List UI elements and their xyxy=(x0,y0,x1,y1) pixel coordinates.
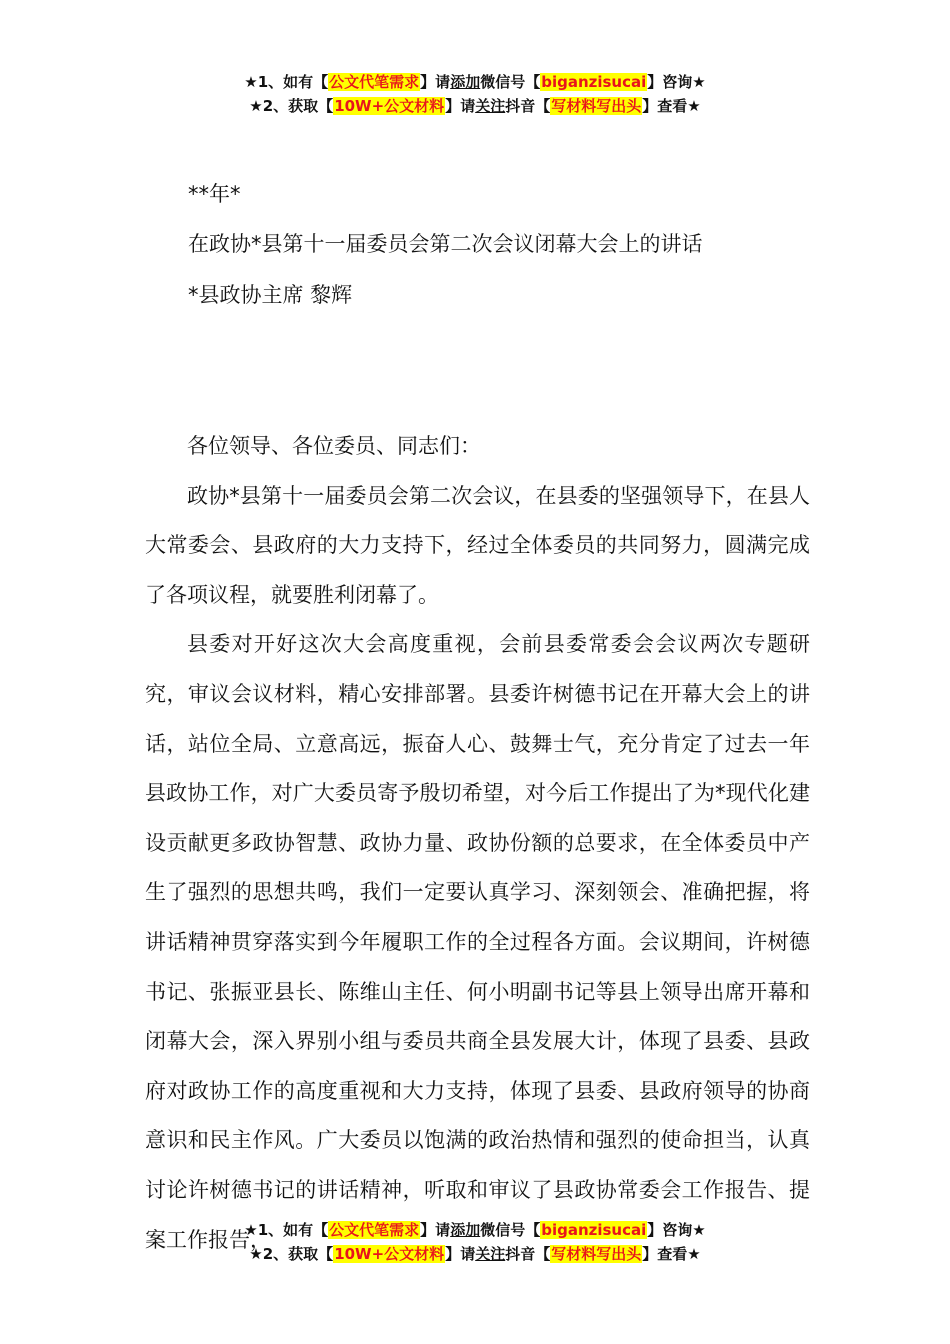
banner-underline: 关注 xyxy=(475,97,506,115)
banner-text: 】咨询★ xyxy=(647,73,706,91)
banner-line-2 xyxy=(0,94,950,118)
banner-text: 】查看★ xyxy=(642,97,701,115)
banner-highlight: biganzisucai xyxy=(541,73,647,91)
banner-underline: 添加 xyxy=(450,1221,481,1239)
banner-highlight: 10W+公文材料 xyxy=(334,1245,445,1263)
doc-date: **年* xyxy=(188,182,241,206)
banner-line-1 xyxy=(0,1218,950,1242)
banner-highlight: 10W+公文材料 xyxy=(334,97,445,115)
banner-underline: 关注 xyxy=(475,1245,506,1263)
paragraph-1: 政协*县第十一届委员会第二次会议，在县委的坚强领导下，在县人大常委会、县政府的大力支持下，经过全体委员的共同努力，圆满完成了各项议程，就要胜利闭幕了。 xyxy=(145,483,810,607)
banner-highlight: 写材料写出头 xyxy=(551,1245,642,1263)
banner-text: 】请 xyxy=(420,73,451,91)
salutation: 各位领导、各位委员、同志们： xyxy=(187,434,481,458)
banner-text: 】查看★ xyxy=(642,1245,701,1263)
banner-text: 抖音【 xyxy=(505,1245,551,1263)
banner-text: ★1、如有【 xyxy=(244,73,329,91)
banner-text: 】请 xyxy=(445,97,476,115)
bottom-banner xyxy=(0,1218,950,1266)
banner-line-1 xyxy=(0,70,950,94)
banner-text: 】请 xyxy=(420,1221,451,1239)
banner-text: 】请 xyxy=(445,1245,476,1263)
banner-highlight: biganzisucai xyxy=(541,1221,647,1239)
doc-body xyxy=(145,422,810,1265)
banner-line-2 xyxy=(0,1242,950,1266)
banner-text: 抖音【 xyxy=(505,97,551,115)
banner-text: 】咨询★ xyxy=(647,1221,706,1239)
banner-underline: 添加 xyxy=(450,73,481,91)
banner-text: ★2、获取【 xyxy=(249,1245,334,1263)
banner-highlight: 公文代笔需求 xyxy=(329,1221,420,1239)
doc-author: *县政协主席 黎辉 xyxy=(188,283,353,307)
banner-text: ★2、获取【 xyxy=(249,97,334,115)
top-banner xyxy=(0,70,950,118)
banner-text: ★1、如有【 xyxy=(244,1221,329,1239)
banner-text: 微信号【 xyxy=(480,73,541,91)
doc-title: 在政协*县第十一届委员会第二次会议闭幕大会上的讲话 xyxy=(188,232,703,256)
paragraph-2: 县委对开好这次大会高度重视，会前县委常委会会议两次专题研究，审议会议材料，精心安排部署。县委许树德书记在开幕大会上的讲话，站位全局、立意高远，振奋人心、鼓舞士气，充分肯定了过去一年县政协工作，对广大委员寄予殷切希望，对今后工作提出了为*现代化建设贡献更多政协智慧、政协力量、政协份额的总要求，在全体委员中产生了强烈的思想共鸣，我们一定要认真学习、深刻领会、准确把握，将讲话精神贯穿落实到今年履职工作的全过程各方面。会议期间，许树德书记、张振亚县长、陈维山主任、何小明副书记等县上领导出席开幕和闭幕大会，深入界别小组与委员共商全县发展大计，体现了县委、县政府对政协工作的高度重视和大力支持，体现了县委、县政府领导的协商意识和民主作风。广大委员以饱满的政治热情和强烈的使命担当，认真讨论许树德书记的讲话精神，听取和审议了县政协常委会工作报告、提案工作报告， xyxy=(145,632,810,1252)
banner-highlight: 公文代笔需求 xyxy=(329,73,420,91)
banner-highlight: 写材料写出头 xyxy=(551,97,642,115)
banner-text: 微信号【 xyxy=(480,1221,541,1239)
